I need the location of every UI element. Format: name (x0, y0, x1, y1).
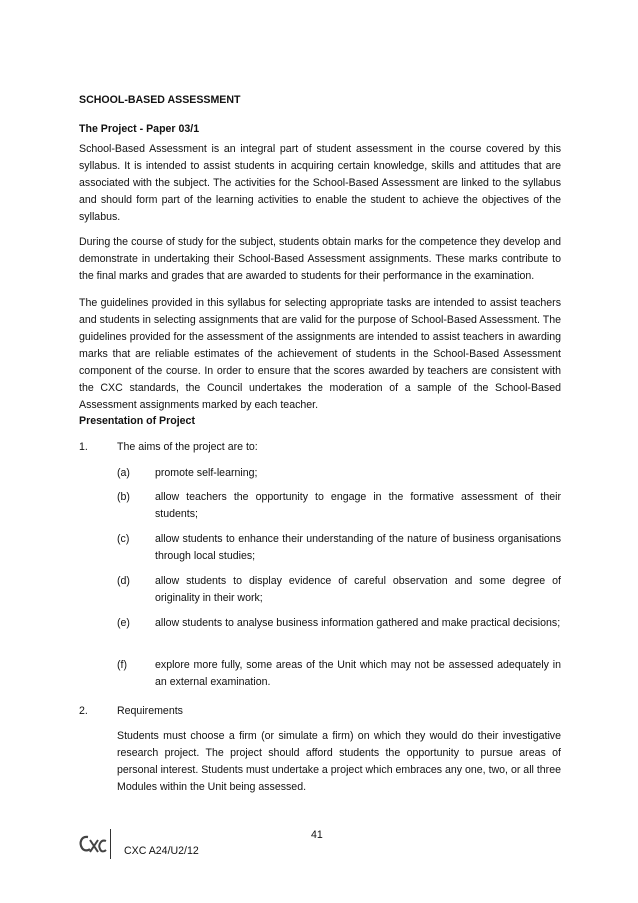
point-2-text: Requirements (117, 705, 183, 717)
list-item-letter: (c) (117, 533, 130, 545)
point-1-number: 1. (79, 441, 88, 453)
list-item-text: allow students to display evidence of careful observation and some degree of originality in their work; (155, 575, 561, 604)
list-item-letter: (f) (117, 659, 127, 671)
section-subtitle: The Project - Paper 03/1 (79, 123, 200, 135)
point-1-text: The aims of the project are to: (117, 441, 258, 453)
list-item-text: explore more fully, some areas of the Unit which may not be assessed adequately in an external examination. (155, 659, 561, 688)
paragraph-2: During the course of study for the subject, students obtain marks for the competence they develop and demonstrate in undertaking their School-Based Assessment assignments. These marks contribute to the final marks and grades that are awarded to students for their performance in the examination. (79, 236, 561, 282)
list-item-text: allow students to enhance their understanding of the nature of business organisations through local studies; (155, 533, 561, 562)
list-item-e (79, 615, 561, 632)
list-item-f (79, 657, 561, 691)
paragraph-3: The guidelines provided in this syllabus for selecting appropriate tasks are intended to assist teachers and students in selecting assignments that are valid for the purpose of School-Based Assessment. The guidelines provided for the assessment of the assignments are intended to assist teachers in awarding marks that are reliable estimates of the achievement of students in the School-Based Assessment component of the course. In order to ensure that the scores awarded by teachers are consistent with the CXC standards, the Council undertakes the moderation of a sample of the School-Based Assessment assignments marked by each teacher. (79, 297, 561, 411)
list-item-a (79, 465, 561, 482)
section-title: SCHOOL-BASED ASSESSMENT (79, 94, 241, 106)
list-item-text: allow students to analyse business information gathered and make practical decisions; (155, 617, 561, 629)
document-code: CXC A24/U2/12 (124, 845, 199, 857)
paragraph-1: School-Based Assessment is an integral part of student assessment in the course covered by this syllabus. It is intended to assist students in acquiring certain knowledge, skills and attitudes that are associated with the subject. The activities for the School-Based Assessment are linked to the syllabus and should form part of the learning activities to enable the student to achieve the objectives of the syllabus. (79, 143, 561, 223)
presentation-heading: Presentation of Project (79, 415, 195, 427)
point-2 (79, 703, 561, 720)
list-item-text: promote self-learning; (155, 467, 258, 479)
list-item-letter: (b) (117, 491, 130, 503)
list-item-letter: (a) (117, 467, 130, 479)
point-2-number: 2. (79, 705, 88, 717)
list-item-d (79, 573, 561, 607)
page-number: 41 (311, 829, 323, 841)
list-item-b (79, 489, 561, 523)
list-item-c (79, 531, 561, 565)
requirements-paragraph: Students must choose a firm (or simulate a firm) on which they would do their investigative research project. The project should afford students the opportunity to pursue areas of personal interest. Students must undertake a project which embraces any one, two, or all three Modules within the Unit being assessed. (117, 730, 561, 793)
footer-divider (110, 829, 111, 859)
list-item-text: allow teachers the opportunity to engage in the formative assessment of their students; (155, 491, 561, 520)
point-1 (79, 439, 561, 456)
list-item-letter: (d) (117, 575, 130, 587)
cxc-logo-icon (76, 833, 108, 857)
list-item-letter: (e) (117, 617, 130, 629)
